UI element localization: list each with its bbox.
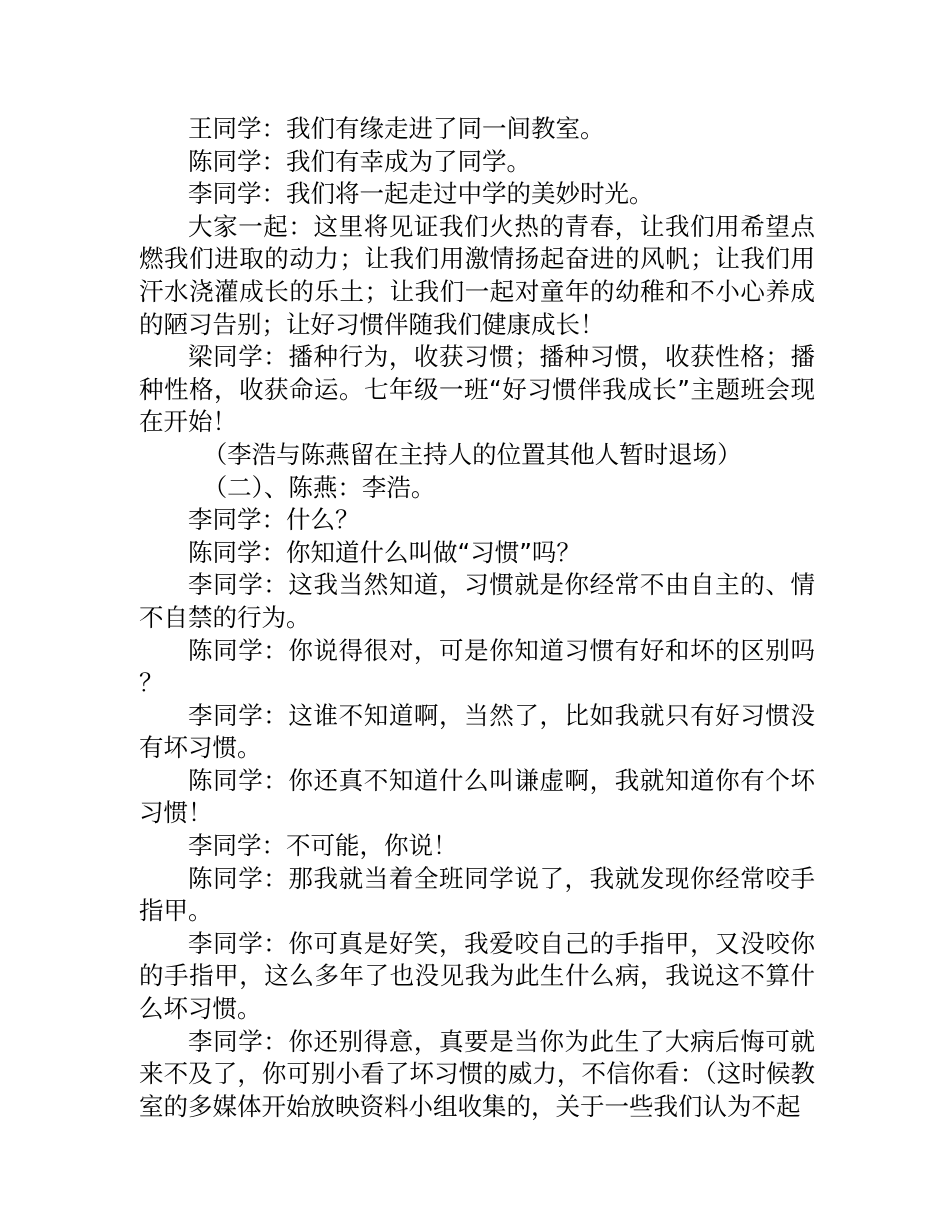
paragraph-15: 陈同学：那我就当着全班同学说了，我就发现你经常咬手指甲。: [139, 863, 815, 926]
section-heading-2: （二）、陈燕：李浩。: [202, 472, 436, 502]
paragraph-3: 李同学：我们将一起走过中学的美妙时光。: [188, 179, 654, 209]
paragraph-4: 大家一起：这里将见证我们火热的青春，让我们用希望点燃我们进取的动力；让我们用激情扬起奋进的风帆；让我们用汗水浇灌成长的乐土；让我们一起对童年的幼稚和不小心养成的陋习告别；让好习惯伴随我们健康成长！: [139, 211, 815, 339]
paragraph-5: 梁同学：播种行为，收获习惯；播种习惯，收获性格；播种性格，收获命运。七年级一班“好习惯伴我成长”主题班会现在开始！: [139, 342, 815, 437]
stage-direction: （李浩与陈燕留在主持人的位置其他人暂时退场）: [202, 439, 742, 469]
paragraph-16: 李同学：你可真是好笑，我爱咬自己的手指甲，又没咬你的手指甲，这么多年了也没见我为此生什么病，我说这不算什么坏习惯。: [139, 928, 815, 1024]
paragraph-13: 陈同学：你还真不知道什么叫谦虚啊，我就知道你有个坏习惯！: [139, 765, 815, 828]
paragraph-10: 李同学：这我当然知道，习惯就是你经常不由自主的、情不自禁的行为。: [139, 570, 815, 632]
paragraph-17: 李同学：你还别得意，真要是当你为此生了大病后悔可就来不及了，你可别小看了坏习惯的威力，不信你看：（这时候教室的多媒体开始放映资料小组收集的，关于一些我们认为不起: [139, 1026, 815, 1121]
paragraph-2: 陈同学：我们有幸成为了同学。: [188, 146, 531, 176]
paragraph-1: 王同学：我们有缘走进了同一间教室。: [188, 114, 605, 143]
paragraph-14: 李同学：不可能，你说！: [188, 831, 458, 861]
document-page: [139, 113, 815, 1123]
paragraph-12: 李同学：这谁不知道啊，当然了，比如我就只有好习惯没有坏习惯。: [139, 700, 815, 763]
paragraph-9: 陈同学：你知道什么叫做“习惯”吗？: [188, 537, 581, 567]
paragraph-11: 陈同学：你说得很对，可是你知道习惯有好和坏的区别吗？: [139, 635, 815, 698]
paragraph-8: 李同学：什么？: [188, 505, 360, 535]
